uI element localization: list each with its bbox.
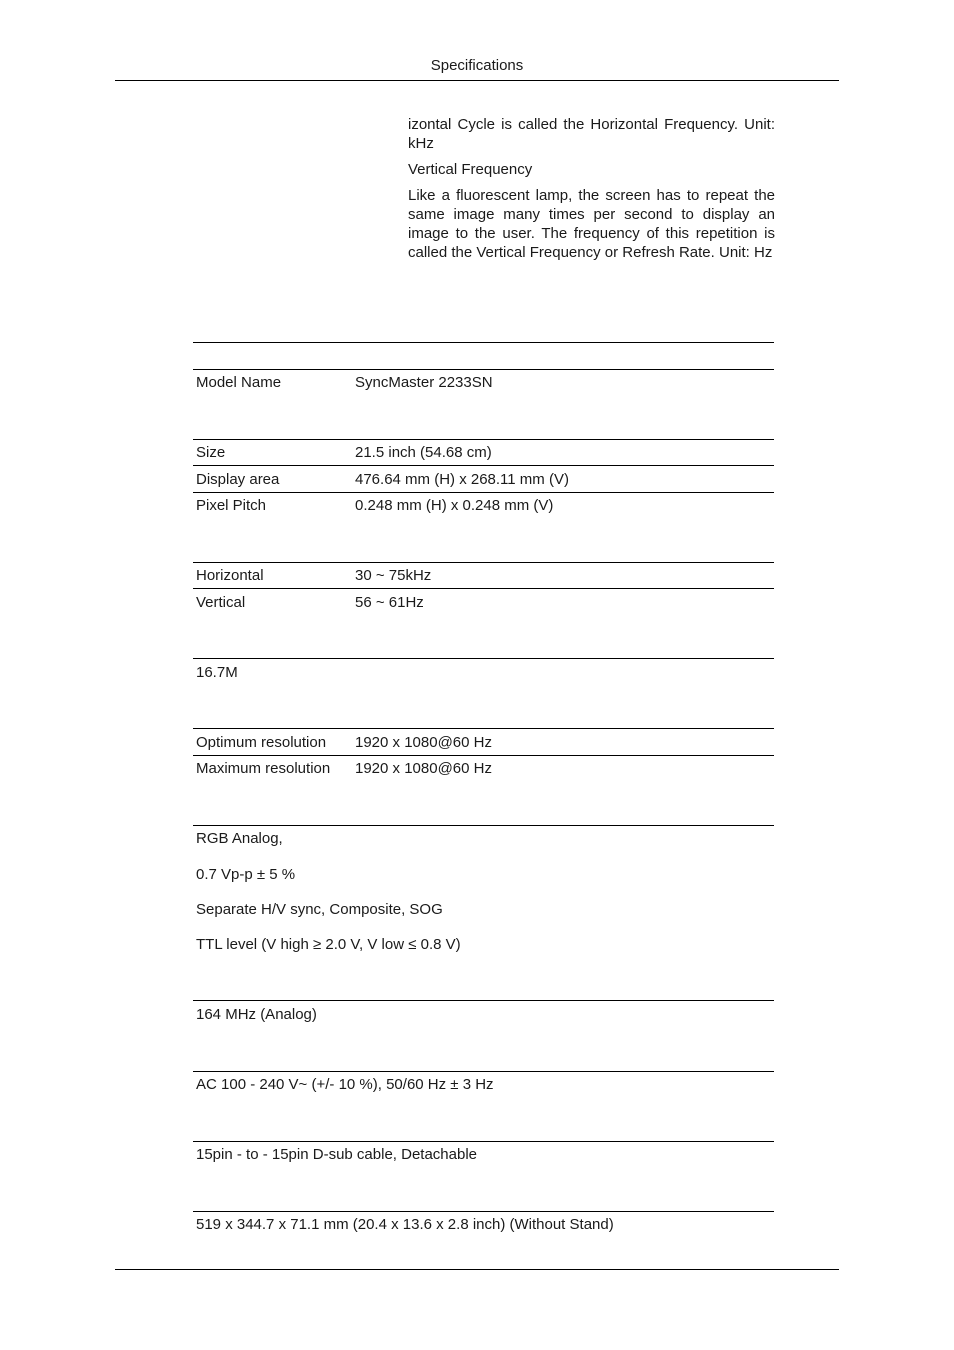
model-name-value: SyncMaster 2233SN	[355, 374, 493, 391]
horizontal-frequency-continuation: izontal Cycle is called the Horizontal Frequency. Unit: kHz	[408, 116, 775, 152]
row-divider	[193, 1071, 774, 1072]
size-value: 21.5 inch (54.68 cm)	[355, 444, 492, 461]
row-divider	[193, 728, 774, 729]
maximum-resolution-label: Maximum resolution	[196, 760, 331, 777]
size-label: Size	[196, 444, 226, 461]
row-divider	[193, 588, 774, 589]
signal-cable-value: 15pin - to - 15pin D-sub cable, Detachable	[196, 1146, 478, 1163]
input-signal-line: TTL level (V high ≥ 2.0 V, V low ≤ 0.8 V)	[196, 936, 461, 953]
vertical-value: 56 ~ 61Hz	[355, 594, 424, 611]
maximum-resolution-value: 1920 x 1080@60 Hz	[355, 760, 492, 777]
table-top-divider	[193, 342, 774, 343]
input-signal-line: RGB Analog,	[196, 830, 283, 847]
row-divider	[193, 755, 774, 756]
pixel-pitch-label: Pixel Pitch	[196, 497, 267, 514]
vertical-frequency-heading: Vertical Frequency	[408, 161, 533, 178]
row-divider	[193, 369, 774, 370]
display-color-value: 16.7M	[196, 664, 238, 681]
row-divider	[193, 1000, 774, 1001]
dimensions-value: 519 x 344.7 x 71.1 mm (20.4 x 13.6 x 2.8 inch) (Without Stand)	[196, 1216, 614, 1233]
model-name-label: Model Name	[196, 374, 282, 391]
optimum-resolution-value: 1920 x 1080@60 Hz	[355, 734, 492, 751]
vertical-label: Vertical	[196, 594, 246, 611]
display-area-value: 476.64 mm (H) x 268.11 mm (V)	[355, 471, 569, 488]
optimum-resolution-label: Optimum resolution	[196, 734, 327, 751]
row-divider	[193, 1141, 774, 1142]
page-title: Specifications	[430, 57, 524, 74]
horizontal-value: 30 ~ 75kHz	[355, 567, 432, 584]
input-signal-line: 0.7 Vp-p ± 5 %	[196, 866, 296, 883]
row-divider	[193, 465, 774, 466]
row-divider	[193, 825, 774, 826]
footer-divider	[115, 1269, 839, 1270]
row-divider	[193, 658, 774, 659]
row-divider	[193, 562, 774, 563]
input-signal-line: Separate H/V sync, Composite, SOG	[196, 901, 443, 918]
display-area-label: Display area	[196, 471, 280, 488]
pixel-clock-value: 164 MHz (Analog)	[196, 1006, 317, 1023]
horizontal-label: Horizontal	[196, 567, 264, 584]
header-divider	[115, 80, 839, 81]
vertical-frequency-body: Like a fluorescent lamp, the screen has to repeat the same image many times per second to display an image to the user. The frequency of this repetition is called the Vertical Frequency or Refresh Rate. Unit: Hz	[408, 187, 775, 261]
row-divider	[193, 1211, 774, 1212]
pixel-pitch-value: 0.248 mm (H) x 0.248 mm (V)	[355, 497, 554, 514]
row-divider	[193, 439, 774, 440]
power-supply-value: AC 100 - 240 V~ (+/- 10 %), 50/60 Hz ± 3 Hz	[196, 1076, 494, 1093]
row-divider	[193, 492, 774, 493]
